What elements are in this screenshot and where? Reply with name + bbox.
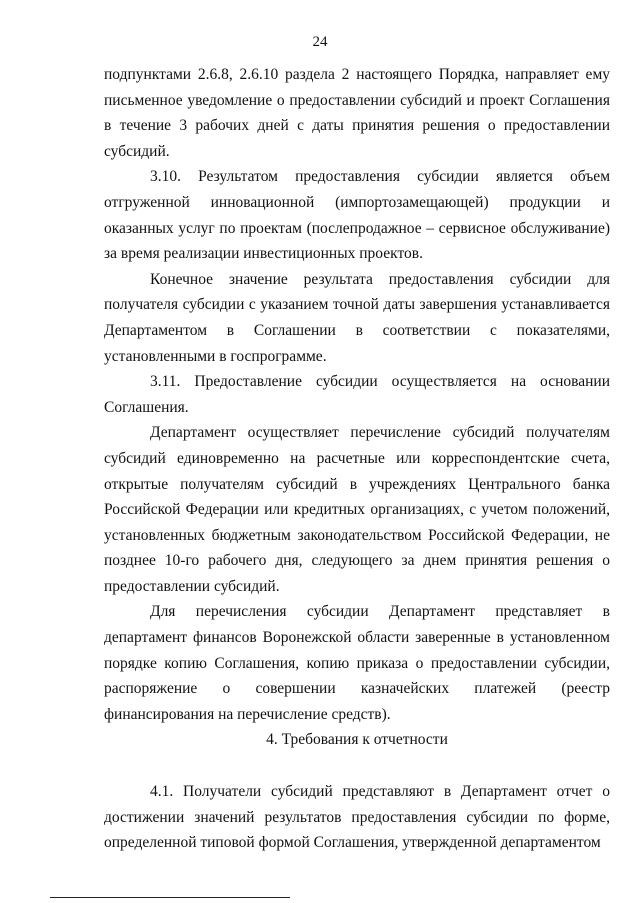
page-number: 24 xyxy=(312,34,328,50)
footnote-divider xyxy=(50,897,290,898)
paragraph-4-1: 4.1. Получатели субсидий представляют в Департамент отчет о достижении значений результатов предоставления субсидии по форме, определенной типовой формой Соглашения, утвержденной департаментом xyxy=(104,783,610,852)
paragraph-3-10: 3.10. Результатом предоставления субсидии является объем отгруженной инновационной (импортозамещающей) продукции и оказанных услуг по проектам (послепродажное – сервисное обслуживание) за время реализации инвестиционных проектов. xyxy=(104,168,610,263)
paragraph-transfer: Департамент осуществляет перечисление субсидий получателям субсидий единовременно на расчетные или корреспондентские счета, открытые получателям субсидий в учреждениях Центрального банка Российской Федерации или кредитных организациях, с учетом положений, установленных бюджетным законодательством Российской Федерации, не позднее 10-го рабочего дня, следующего за днем принятия решения о предоставлении субсидий. xyxy=(104,424,610,595)
section-heading: 4. Требования к отчетности xyxy=(266,731,448,749)
paragraph-finance-department: Для перечисления субсидии Департамент представляет в департамент финансов Воронежской области заверенные в установленном порядке копию Соглашения, копию приказа о предоставлении субсидии, распоряжение о совершении казначейских платежей (реестр финансирования на перечисление средств). xyxy=(104,603,610,723)
paragraph-final-value: Конечное значение результата предоставления субсидии для получателя субсидии с указанием точной даты завершения устанавливается Департаментом в Соглашении в соответствии с показателями, установленными в госпрограмме. xyxy=(104,270,610,365)
paragraph-continuation: подпунктами 2.6.8, 2.6.10 раздела 2 настоящего Порядка, направляет ему письменное уведомление о предоставлении субсидий и проект Соглашения в течение 3 рабочих дней с даты принятия решения о предоставлении субсидий. xyxy=(104,66,610,160)
paragraph-3-11: 3.11. Предоставление субсидии осуществляется на основании Соглашения. xyxy=(104,373,610,416)
document-body xyxy=(104,62,610,856)
